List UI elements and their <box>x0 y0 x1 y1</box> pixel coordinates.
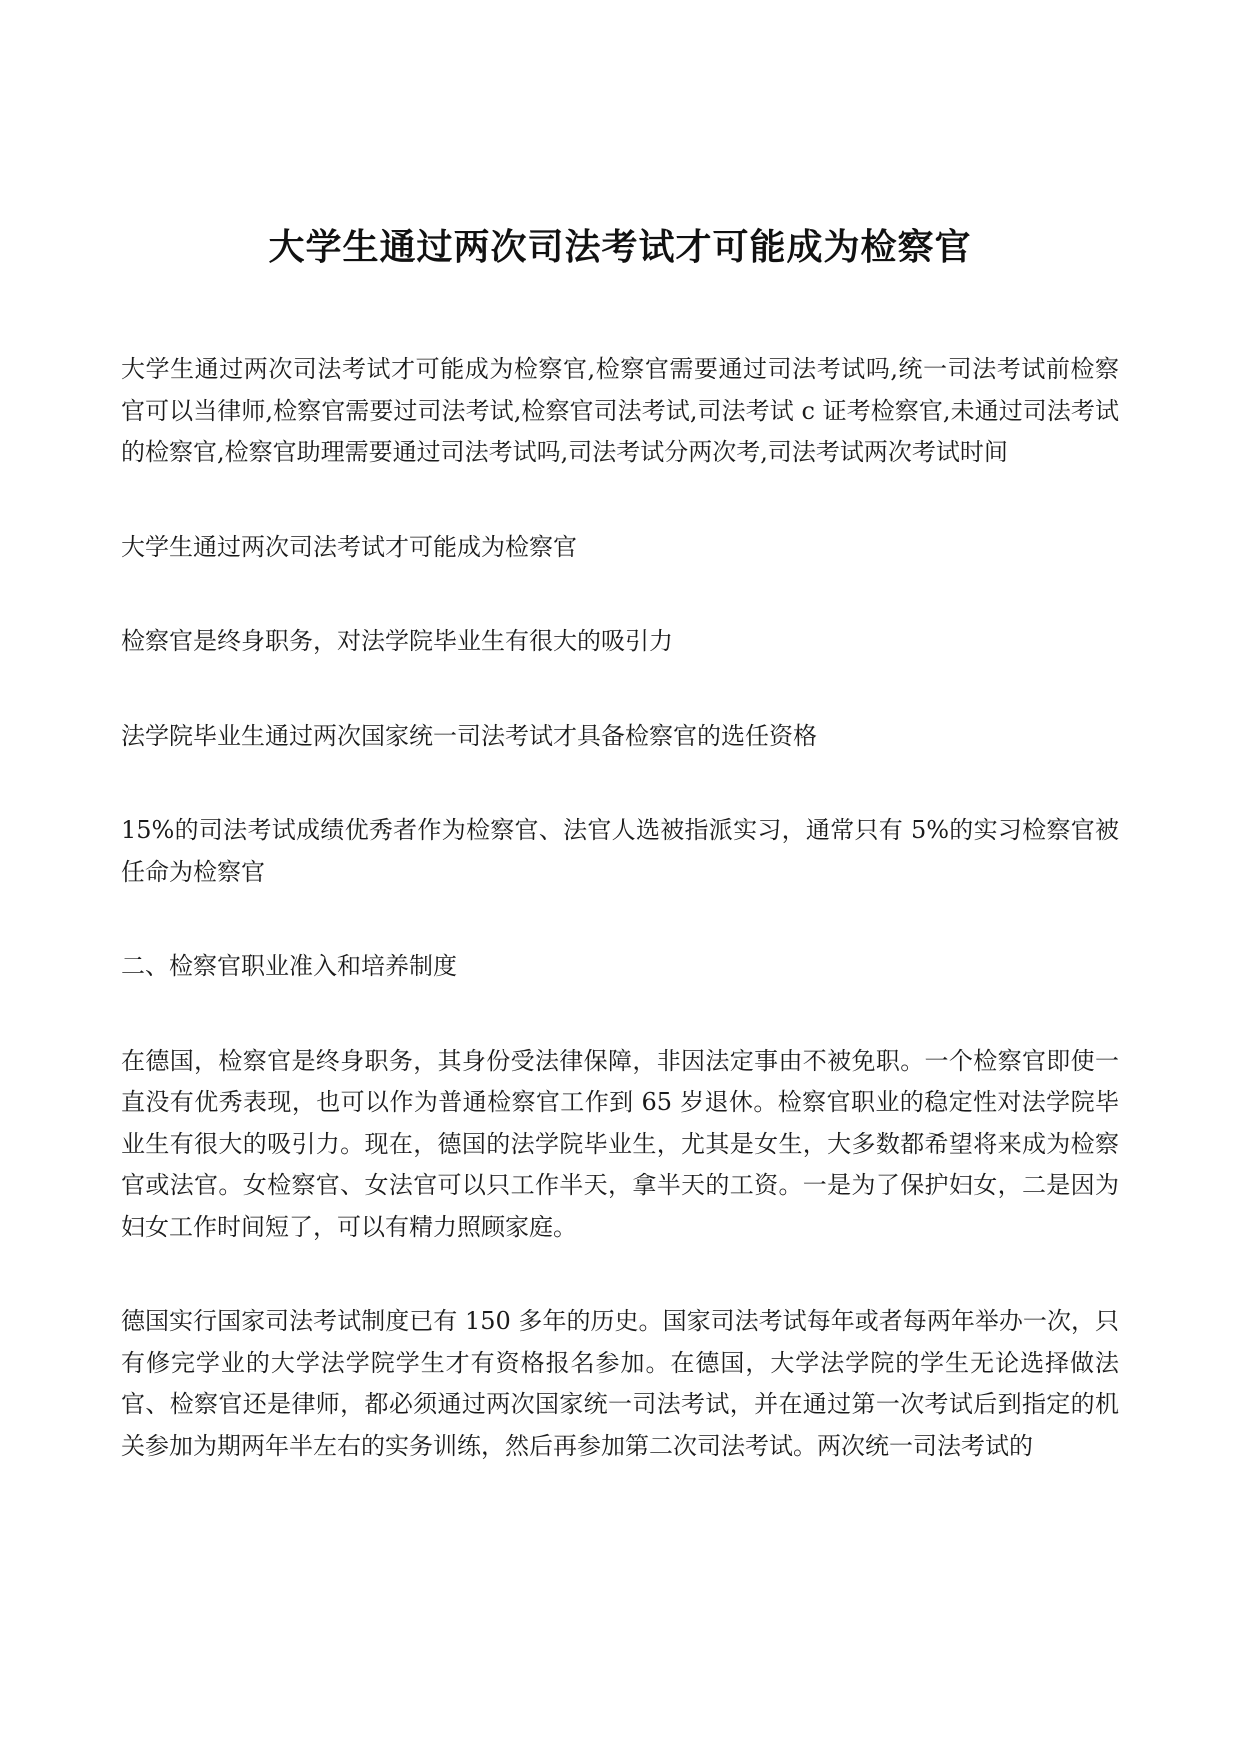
keywords-paragraph: 大学生通过两次司法考试才可能成为检察官,检察官需要通过司法考试吗,统一司法考试前检察官可以当律师,检察官需要过司法考试,检察官司法考试,司法考试 c 证考检察官,未通过司法考试的检察官,检察官助理需要通过司法考试吗,司法考试分两次考,司法考试两次考试时间 <box>121 355 1119 466</box>
subtitle-paragraph: 大学生通过两次司法考试才可能成为检察官 <box>121 532 577 561</box>
body-paragraph-1: 在德国，检察官是终身职务，其身份受法律保障，非因法定事由不被免职。一个检察官即使一直没有优秀表现，也可以作为普通检察官工作到 65 岁退休。检察官职业的稳定性对法学院毕业生有很大的吸引力。现在，德国的法学院毕业生，尤其是女生，大多数都希望将来成为检察官或法官。女检察官、女法官可以只工作半天，拿半天的工资。一是为了保护妇女，二是因为妇女工作时间短了，可以有精力照顾家庭。 <box>121 1046 1119 1241</box>
spacer <box>121 757 1119 810</box>
document-title: 大学生通过两次司法考试才可能成为检察官 <box>268 227 972 268</box>
spacer <box>121 663 1119 716</box>
section-heading: 二、检察官职业准入和培养制度 <box>121 952 457 980</box>
spacer <box>121 568 1119 621</box>
summary-paragraph-1: 检察官是终身职务，对法学院毕业生有很大的吸引力 <box>121 627 673 655</box>
body-paragraph-2: 德国实行国家司法考试制度已有 150 多年的历史。国家司法考试每年或者每两年举办一次，只有修完学业的大学法学院学生才有资格报名参加。在德国，大学法学院的学生无论选择做法官、检察官还是律师，都必须通过两次国家统一司法考试，并在通过第一次考试后到指定的机关参加为期两年半左右的实务训练，然后再参加第二次司法考试。两次统一司法考试的 <box>121 1307 1119 1460</box>
spacer <box>121 274 1119 349</box>
spacer <box>121 988 1119 1041</box>
summary-paragraph-3: 15%的司法考试成绩优秀者作为检察官、法官人选被指派实习，通常只有 5%的实习检察官被任命为检察官 <box>121 816 1119 886</box>
spacer <box>121 474 1119 527</box>
spacer <box>121 893 1119 946</box>
summary-paragraph-2: 法学院毕业生通过两次国家统一司法考试才具备检察官的选任资格 <box>121 721 817 750</box>
spacer <box>121 1248 1119 1301</box>
